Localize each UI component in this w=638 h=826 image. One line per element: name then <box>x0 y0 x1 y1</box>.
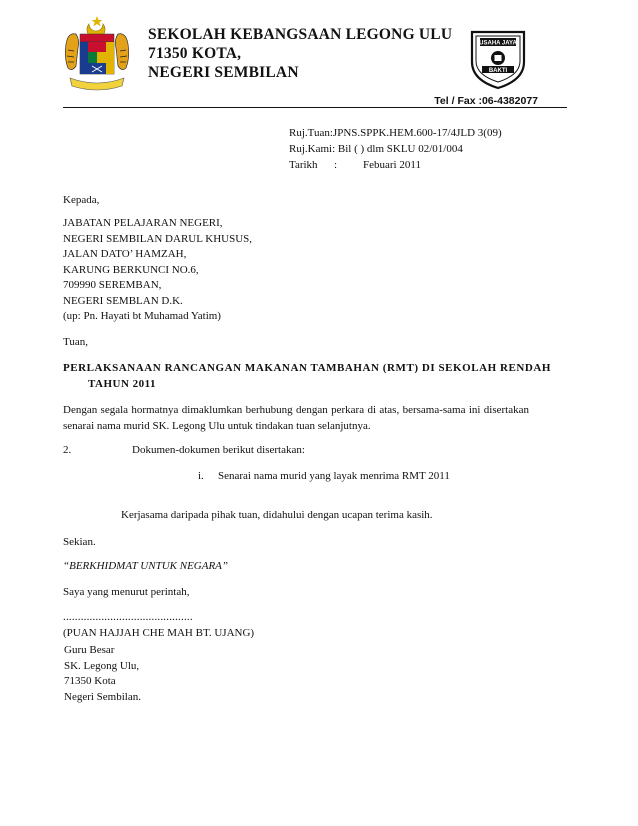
signatory-line: SK. Legong Ulu, <box>64 659 140 672</box>
paragraph-1-line-1: Dengan segala hormatnya dimaklumkan berhubung dengan perkara di atas, bersama-sama ini disertakan <box>63 404 529 416</box>
svg-text:BAKTI: BAKTI <box>488 67 508 74</box>
closing-paragraph: Kerjasama daripada pihak tuan, didahului dengan ucapan terima kasih. <box>121 509 433 521</box>
address-line: (up: Pn. Hayati bt Muhamad Yatim) <box>63 310 221 322</box>
subject-line-continued: TAHUN 2011 <box>88 378 157 390</box>
kepada-label: Kepada, <box>63 194 100 206</box>
signatory-name: (PUAN HAJJAH CHE MAH BT. UJANG) <box>63 627 255 639</box>
paragraph-1-line-2: senarai nama murid SK. Legong Ulu untuk tindakan tuan selanjutnya. <box>63 420 371 432</box>
school-state: NEGERI SEMBILAN <box>148 64 299 81</box>
list-marker: i. <box>198 470 204 482</box>
reference-yours: Ruj.Tuan:JPNS.SPPK.HEM.600-17/4JLD 3(09) <box>289 127 502 139</box>
letterhead-divider <box>63 107 567 108</box>
school-address: 71350 KOTA, <box>148 45 242 62</box>
address-line: NEGERI SEMBILAN DARUL KHUSUS, <box>63 232 253 245</box>
perintah-text: Saya yang menurut perintah, <box>63 586 190 598</box>
salutation: Tuan, <box>63 336 88 348</box>
signatory-line: Guru Besar <box>64 644 115 656</box>
paragraph-2-text: Dokumen-dokumen berikut disertakan: <box>132 444 305 456</box>
paragraph-2-number: 2. <box>63 444 72 456</box>
signature-dots: ............................................ <box>63 611 193 623</box>
signatory-details <box>64 643 141 705</box>
date-colon: : <box>334 159 338 171</box>
address-line: KARUNG BERKUNCI NO.6, <box>63 263 199 276</box>
sekian-text: Sekian. <box>63 536 96 548</box>
subject-line: PERLAKSANAAN RANCANGAN MAKANAN TAMBAHAN (RMT) DI SEKOLAH RENDAH <box>63 362 551 374</box>
address-line: JABATAN PELAJARAN NEGERI, <box>63 217 223 229</box>
svg-text:USAHA JAYA: USAHA JAYA <box>479 40 517 47</box>
address-line: NEGERI SEMBLAN D.K. <box>63 294 183 307</box>
list-item: Senarai nama murid yang layak menrima RMT 2011 <box>218 470 450 482</box>
recipient-address <box>63 216 252 325</box>
tel-fax: Tel / Fax :06-4382077 <box>434 95 538 107</box>
date-value: Febuari 2011 <box>363 159 421 171</box>
school-logo <box>466 28 530 90</box>
signatory-line: 71350 Kota <box>64 675 116 687</box>
date-label: Tarikh <box>289 159 318 171</box>
school-name: SEKOLAH KEBANGSAAN LEGONG ULU <box>148 26 453 43</box>
signatory-line: Negeri Sembilan. <box>64 690 141 703</box>
address-line: JALAN DATO’ HAMZAH, <box>63 248 187 260</box>
coat-of-arms-logo <box>62 14 132 92</box>
motto: “BERKHIDMAT UNTUK NEGARA” <box>63 560 229 572</box>
address-line: 709990 SEREMBAN, <box>63 279 162 291</box>
reference-ours: Ruj.Kami: Bil ( ) dlm SKLU 02/01/004 <box>289 143 463 155</box>
